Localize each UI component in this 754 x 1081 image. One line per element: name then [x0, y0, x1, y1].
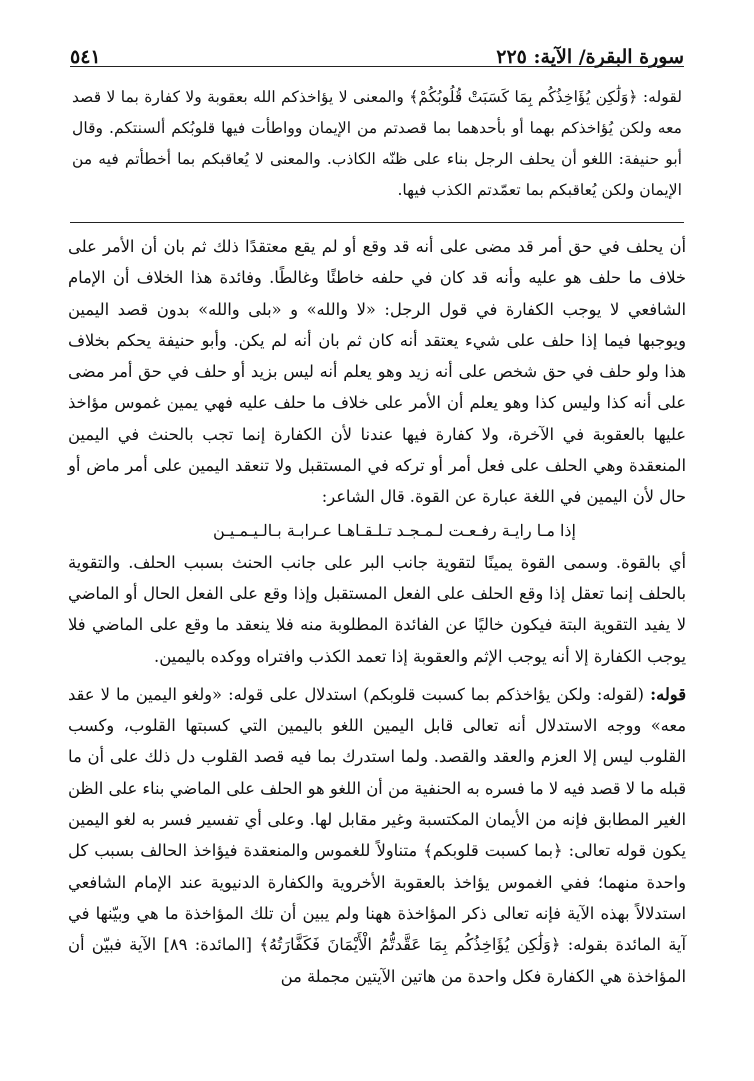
main-paragraph-3 — [68, 679, 686, 992]
verse-hemistich-2: تـلـقـاهـا عـرابـة بـالـيـمـيـن — [213, 520, 392, 540]
header-divider — [70, 66, 684, 67]
page-number: ٥٤١ — [70, 46, 101, 68]
main-text — [68, 231, 686, 992]
poetry-verse — [68, 517, 686, 545]
verse-hemistich-1: إذا مـا رايـة رفـعـت لـمـجـد — [396, 520, 576, 540]
page-header — [70, 38, 684, 68]
surah-reference: سورة البقرة/ الآية: ٢٢٥ — [496, 46, 684, 68]
commentary-paragraph: لقوله: ﴿وَلَٰكِن يُؤَاخِذُكُم بِمَا كَسَبَتْ قُلُوبُكُمْ﴾ والمعنى لا يؤاخذكم الله بعقوبة ولا كفارة بما لا قصد معه ولكن يُؤاخذكم بهما أو بأحدهما بما قصدتم من الإيمان وواطأت فيها قلوبُكم ألسنتكم. وقال أبو حنيفة: اللغو أن يحلف الرجل بناء على ظنّه الكاذب. والمعنى لا يُعاقبكم بما أخطأتم فيه من الإيمان ولكن يُعاقبكم بما تعمّدتم الكذب فيها. — [72, 88, 682, 199]
section-divider — [70, 222, 684, 223]
main-paragraph-3-text: (لقوله: ولكن يؤاخذكم بما كسبت قلوبكم) استدلال على قوله: «ولغو اليمين ما لا عقد معه» ووجه الاستدلال أنه تعالى قابل اليمين اللغو باليمين التي كسبتها القلوب، وكسب القلوب ليس إلا العزم والعقد والقصد. ولما استدرك بما فيه قصد القلوب دل ذلك على أن ما قبله ما لا قصد فيه لا ما فسره به الحنفية من أن اللغو هو الحلف على الماضي بناء على الظن الغير المطابق فإنه من الأيمان المكتسبة وغير مقابل لها. وعلى أي تفسير فسر به لغو اليمين يكون قوله تعالى: ﴿بما كسبت قلوبكم﴾ متناولاً للغموس والمنعقدة فيؤاخذ الحالف بسبب كل واحدة منهما؛ ففي الغموس يؤاخذ بالعقوبة الأخروية والكفارة الدنيوية عند الإمام الشافعي استدلالاً بهذه الآية فإنه تعالى ذكر المؤاخذة ههنا ولم يبين أن تلك المؤاخذة ما هي وبيّنها في آية المائدة بقوله: ﴿وَلَٰكِن يُؤَاخِذُكُم بِمَا عَقَّدتُّمُ الْأَيْمَانَ فَكَفَّارَتُهُ﴾ [المائدة: ٨٩] الآية فبيّن أن المؤاخذة هي الكفارة فكل واحدة من هاتين الآيتين مجملة من — [68, 684, 686, 986]
main-paragraph-1: أن يحلف في حق أمر قد مضى على أنه قد وقع أو لم يقع معتقدًا ذلك ثم بان أن الأمر على خلاف ما حلف هو عليه وأنه قد كان في حلفه خاطئًا وغالطًا. وفائدة هذا الخلاف أن الإمام الشافعي لا يوجب الكفارة في قول الرجل: «لا والله» و «بلى والله» بدون قصد اليمين ويوجبها فيما إذا حلف على شيء يعتقد أنه كان ثم بان أنه لم يكن. وأبو حنيفة يحكم بخلاف هذا ولو حلف في حق شخص على أنه زيد وهو يعلم أنه ليس بزيد أو حلف في حق أمر مضى على أنه كذا وليس كذا وهو يعلم أن الأمر على خلاف ما حلف عليه فهي يمين غموس مؤاخذ عليها بالعقوبة في الآخرة، ولا كفارة فيها عندنا لأن الكفارة إنما تجب بالحنث في اليمين المنعقدة وهي الحلف على فعل أمر أو تركه في المستقبل ولا تنعقد اليمين على أمر ماض أو حال لأن اليمين في اللغة عبارة عن القوة. قال الشاعر: — [68, 237, 686, 507]
qawluhu-label: قوله: — [650, 684, 686, 704]
upper-commentary — [72, 82, 682, 206]
main-paragraph-2: أي بالقوة. وسمى القوة يمينًا لتقوية جانب البر على جانب الحنث بسبب الحلف. والتقوية بالحلف إنما تعقل إذا وقع الحلف على الفعل المستقبل وإذا وقع على الفعل الحال أو الماضي لا يفيد التقوية البتة فيكون خاليًا عن الفائدة المطلوبة منه فلا ينعقد ما وقع على الماضي فلا يوجب الكفارة إلا أنه يوجب الإثم والعقوبة إذا تعمد الكذب وافتراه ووكده باليمين. — [68, 552, 686, 666]
